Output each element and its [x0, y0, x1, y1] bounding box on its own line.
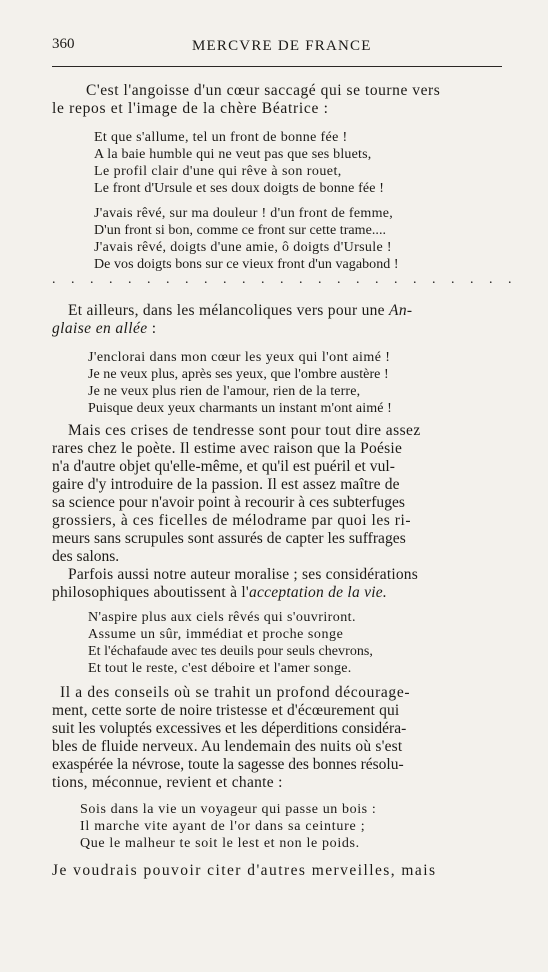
text-line: Je voudrais pouvoir citer d'autres merveilles, mais — [52, 862, 437, 879]
verse-line: Et tout le reste, c'est déboire et l'amer songe. — [88, 661, 352, 676]
italic-span: An- — [389, 302, 413, 319]
verse-line: Puisque deux yeux charmants un instant m'ont aimé ! — [88, 401, 392, 416]
verse-line: Que le malheur te soit le lest et non le poids. — [80, 836, 360, 851]
text-line: ment, cette sorte de noire tristesse et d'écœurement qui — [52, 702, 400, 719]
text-line: gaire d'y introduire de la passion. Il est assez maître de — [52, 476, 400, 493]
text-line: grossiers, à ces ficelles de mélodrame par quoi les ri- — [52, 512, 412, 529]
verse-line: Le profil clair d'une qui rêve à son rouet, — [94, 164, 342, 179]
verse-line: Le front d'Ursule et ses doux doigts de bonne fée ! — [94, 181, 385, 196]
verse-line: Et l'échafaude avec tes deuils pour seuls chevrons, — [88, 644, 373, 659]
header-rule — [52, 66, 502, 67]
text-line: exaspérée la névrose, toute la sagesse des bonnes résolu- — [52, 756, 404, 773]
page-header — [52, 36, 502, 66]
verse-line: J'enclorai dans mon cœur les yeux qui l'ont aimé ! — [88, 350, 391, 365]
verse-line: Assume un sûr, immédiat et proche songe — [88, 627, 344, 642]
verse-line: Il marche vite ayant de l'or dans sa ceinture ; — [80, 819, 366, 834]
running-head: MERCVRE DE FRANCE — [192, 38, 372, 54]
ellipsis-row: . . . . . . . . . . . . . . . . . . . . . . . . . — [52, 272, 518, 287]
text-line: suit les voluptés excessives et les déperditions considéra- — [52, 720, 407, 737]
italic-span: glaise en allée — [52, 320, 148, 337]
verse-line: J'avais rêvé, doigts d'une amie, ô doigts d'Ursule ! — [94, 240, 392, 255]
text-line: rares chez le poète. Il estime avec raison que la Poésie — [52, 440, 403, 457]
verse-line: Je ne veux plus, après ses yeux, que l'ombre austère ! — [88, 367, 389, 382]
verse-line: J'avais rêvé, sur ma douleur ! d'un front de femme, — [94, 206, 394, 221]
verse-line: Je ne veux plus rien de l'amour, rien de la terre, — [88, 384, 361, 399]
verse-line: A la baie humble qui ne veut pas que ses bluets, — [94, 147, 372, 162]
text-line: n'a d'autre objet qu'elle-même, et qu'il est puéril et vul- — [52, 458, 395, 475]
text-line: glaise en allée : — [52, 320, 157, 337]
text-line: des salons. — [52, 548, 120, 565]
verse-line: Sois dans la vie un voyageur qui passe un bois : — [80, 802, 377, 817]
verse-line: De vos doigts bons sur ce vieux front d'un vagabond ! — [94, 257, 399, 272]
text-line: Mais ces crises de tendresse sont pour tout dire assez — [68, 422, 421, 439]
verse-line: N'aspire plus aux ciels rêvés qui s'ouvriront. — [88, 610, 356, 625]
text-line: sa science pour n'avoir point à recourir à ces subterfuges — [52, 494, 406, 511]
text-line: tions, méconnue, revient et chante : — [52, 774, 283, 791]
text-line: C'est l'angoisse d'un cœur saccagé qui se tourne vers — [86, 82, 441, 99]
text-line: bles de fluide nerveux. Au lendemain des nuits où s'est — [52, 738, 403, 755]
text-line: le repos et l'image de la chère Béatrice : — [52, 100, 329, 117]
page-number: 360 — [52, 36, 75, 52]
verse-line: D'un front si bon, comme ce front sur cette trame.... — [94, 223, 387, 238]
text-line: Il a des conseils où se trahit un profond décourage- — [60, 684, 411, 701]
italic-span: acceptation de la vie. — [248, 584, 388, 601]
verse-line: Et que s'allume, tel un front de bonne fée ! — [94, 130, 348, 145]
text-line: Parfois aussi notre auteur moralise ; ses considérations — [68, 566, 418, 583]
text-line: Et ailleurs, dans les mélancoliques vers pour une An- — [68, 302, 413, 319]
text-line: philosophiques aboutissent à l'acceptation de la vie. — [52, 584, 388, 601]
text-line: meurs sans scrupules sont assurés de capter les suffrages — [52, 530, 406, 547]
